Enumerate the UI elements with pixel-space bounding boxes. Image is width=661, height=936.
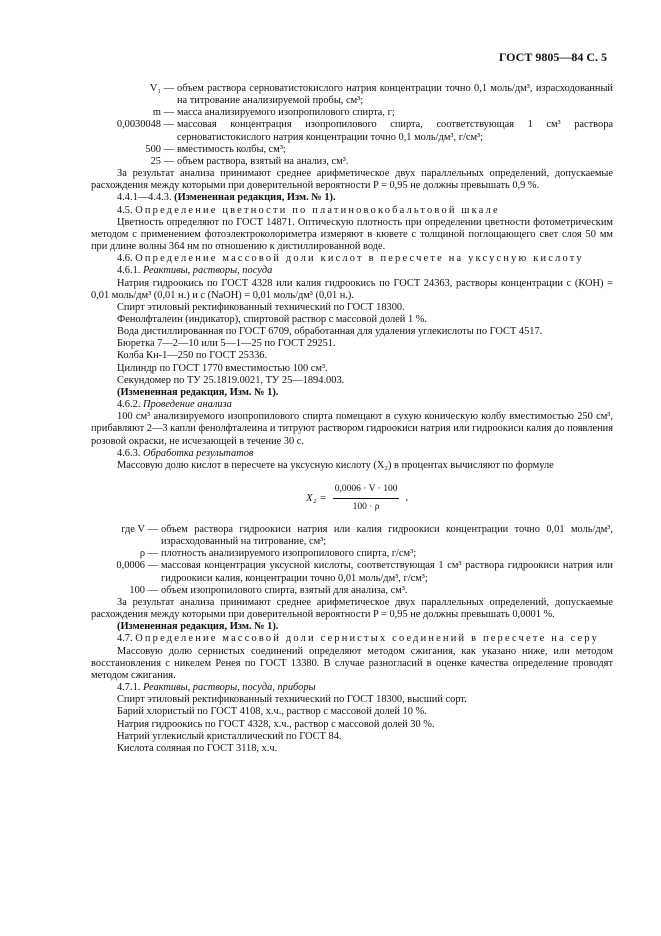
reagents-list [91,302,613,387]
list-item: Цилиндр по ГОСТ 1770 вместимостью 100 см³. [117,362,328,374]
list-item: Секундомер по ТУ 25.1819.0021, ТУ 25—1894.003. [117,374,345,386]
section-heading [91,253,613,265]
definition-item [91,83,613,107]
subsection-number: 4.6.2. [117,399,141,411]
subsection-title: Обработка результатов [143,447,254,459]
subsection-title: Реактивы, растворы, посуда, приборы [143,682,316,694]
subsection-number: 4.6.1. [117,265,141,277]
definition-term: 25 [150,155,161,167]
equipment-list [91,694,613,755]
definition-dash: — [147,524,159,535]
definition-text: масса анализируемого изопропилового спирта, г; [177,107,395,119]
edition-note [91,192,613,204]
subsection-heading [91,682,613,694]
section-title: Определение массовой доли кислот в пересчете на уксусную кислоту [135,253,584,265]
definition-text: массовая концентрация уксусной кислоты, соответствующая 1 см³ раствора гидроокиси натрия или гидроокиси калия, концентрации точно 0,01 моль/дм³, г/см³; [161,560,613,584]
formula-lhs: X₂ = [306,491,327,504]
definition-dash: — [163,83,175,94]
definition-item [91,144,613,156]
section-heading [91,205,613,217]
subsection-heading [91,448,613,460]
subsection-number: 4.7.1. [117,682,141,694]
list-item: Колба Кн-1—250 по ГОСТ 25336. [117,350,268,362]
section-title: Определение массовой доли сернистых соединений в пересчете на серу [135,633,599,645]
result-paragraph: За результат анализа принимают среднее арифметическое двух параллельных определений, допускаемые расхождения между которыми при доверительной вероятности P = 0,95 не должны превышать 0,9 %. [91,168,613,192]
definition-text: объем раствора гидроокиси натрия или калия гидроокиси концентрации точно 0,01 моль/дм³, израсходованный на титрование, см³; [161,524,613,548]
definition-text: массовая концентрация изопропилового спирта, соответствующая 1 см³ раствора серноватистокислого натрия концентрации точно 0,1 моль/дм³, г/см³; [177,119,613,143]
definition-dash: — [163,155,175,167]
definition-item [91,524,613,548]
formula [306,478,613,518]
definition-dash: — [147,584,159,596]
subsection-title: Проведение анализа [143,399,232,411]
paragraph: 100 см³ анализируемого изопропилового спирта помещают в сухую коническую колбу вместимостью 250 см³, прибавляют 2—3 капли фенолфталеина и титруют раствором гидроокиси натрия или гидроокиси калия до появления розовой окраски, не исчезающей в течение 30 с. [91,411,613,447]
edition-label: (Измененная редакция, Изм. № 1). [117,621,279,633]
definition-dash: — [147,560,159,572]
paragraph: Цветность определяют по ГОСТ 14871. Оптическую плотность при определении цветности фотометрическим методом с применением фотоэлектроколориметра измеряют в кювете с толщиной поглощающего свет слоя 50 мм при длине волны 364 нм по отношению к дистиллированной воде. [91,216,613,253]
subsection-heading [91,399,613,411]
list-item: Барий хлористый по ГОСТ 4108, х.ч., раствор с массовой долей 10 %. [117,706,427,718]
definition-term: 0,0030048 [116,119,161,131]
paragraph: Натрия гидроокись по ГОСТ 4328 или калия гидроокись по ГОСТ 24363, растворы концентрации c (КОН) = 0,01 моль/дм³ (0,01 н.) и c (NaOH) = 0,01 моль/дм³ (0,01 н.). [91,277,613,301]
list-item: Натрий углекислый кристаллический по ГОСТ 84. [117,730,342,742]
paragraph: Массовую долю сернистых соединений определяют методом сжигания, как указано ниже, или методом восстановления с никелем Ренея по ГОСТ 13380. В случае разногласий в оценке качества определение проводят методом сжигания. [91,645,613,681]
definition-item [91,156,613,168]
definition-item [91,107,613,119]
list-item: Кислота соляная по ГОСТ 3118, х.ч. [117,742,278,754]
list-item: Вода дистиллированная по ГОСТ 6709, обработанная для удаления углекислоты по ГОСТ 4517. [117,326,543,338]
list-item: Бюретка 7—2—10 или 5—1—25 по ГОСТ 29251. [117,338,336,350]
clause-number: 4.4.1—4.4.3. [117,192,172,204]
section-number: 4.7. [117,633,133,645]
section-heading [91,633,613,645]
formula-fraction [333,483,400,512]
formula-numerator: 0,0006 · V · 100 [333,483,400,498]
edition-label: (Измененная редакция, Изм. № 1). [174,192,336,204]
page-content [91,83,613,755]
subsection-title: Реактивы, растворы, посуда [143,265,273,277]
result-paragraph: За результат анализа принимают среднее арифметическое двух параллельных определений, допускаемые расхождения между которыми при доверительной вероятности P = 0,95 не должны превышать 0,0001 %. [91,596,613,621]
list-item: Фенолфталеин (индикатор), спиртовой раствор с массовой долей 1 %. [117,313,427,325]
definition-dash: — [147,548,159,560]
list-item: Спирт этиловый ректификованный технический по ГОСТ 18300, высший сорт. [117,694,467,706]
paragraph: Массовую долю кислот в пересчете на уксусную кислоту (X₂) в процентах вычисляют по формуле [117,459,554,471]
definition-term: 0,0006 [116,560,145,572]
section-number: 4.6. [117,253,133,265]
definition-item [91,560,613,584]
definitions-top [91,83,613,168]
definition-term: ρ [139,548,145,560]
definition-dash: — [163,107,175,119]
definition-text: объем раствора, взятый на анализ, см³. [177,155,349,167]
subsection-number: 4.6.3. [117,447,141,459]
definition-dash: — [163,143,175,155]
formula-tail: , [405,491,409,503]
definition-dash: — [163,119,175,131]
definition-term: m [152,107,161,119]
formula-denominator: 100 · ρ [352,501,380,512]
subsection-heading [91,265,613,277]
definition-text: объем изопропилового спирта, взятый для анализа, см³. [161,584,408,596]
definition-item [91,119,613,143]
list-item: Спирт этиловый ректификованный технический по ГОСТ 18300. [117,301,405,313]
definition-term: где V [121,524,145,535]
definition-text: вместимость колбы, см³; [177,143,286,155]
definition-term: V₁ [149,83,161,94]
page-header: ГОСТ 9805—84 С. 5 [498,50,607,64]
definition-text: объем раствора серноватистокислого натрия концентрации точно 0,1 моль/дм³, израсходованный на титрование анализируемой пробы, см³; [177,83,613,107]
section-number: 4.5. [117,204,133,216]
definition-term: 100 [129,584,145,596]
definition-item [91,548,613,560]
definitions-bottom [91,524,613,597]
edition-label: (Измененная редакция, Изм. № 1). [117,386,279,398]
section-title: Определение цветности по платиновокобальтовой шкале [135,204,500,216]
definition-text: плотность анализируемого изопропилового спирта, г/см³; [161,548,417,560]
definition-item [91,585,613,597]
definition-term: 500 [145,143,161,155]
list-item: Натрия гидроокись по ГОСТ 4328, х.ч., раствор с массовой долей 30 %. [117,718,435,730]
